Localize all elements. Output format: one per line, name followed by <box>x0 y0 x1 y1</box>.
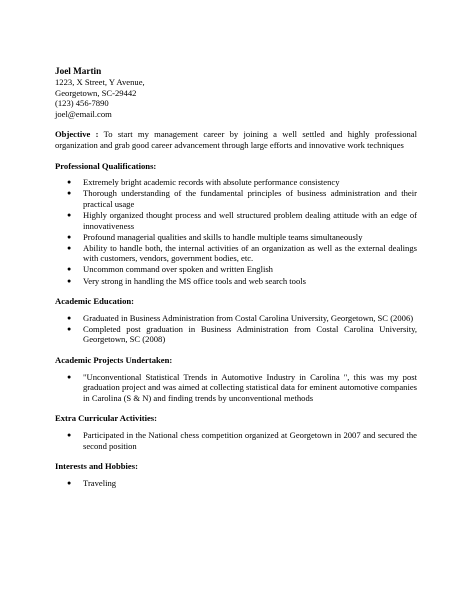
qualifications-section <box>55 161 417 287</box>
list-item: ● Thorough understanding of the fundamental principles of business administration and their practical usage <box>67 188 417 209</box>
list-item: ● Participated in the National chess competition organized at Georgetown in 2007 and secured the second position <box>67 429 417 451</box>
list-item: ● Traveling <box>67 477 117 488</box>
address-line-1: 1223, X Street, Y Avenue, <box>55 77 145 87</box>
phone-number: (123) 456-7890 <box>55 98 109 109</box>
bullet-icon: ● <box>67 178 72 187</box>
contact-block <box>55 66 417 119</box>
section-heading: Extra Curricular Activities: <box>55 413 157 424</box>
candidate-name: Joel Martin <box>55 66 102 76</box>
section-heading: Academic Education: <box>55 296 135 307</box>
list-item: ● "Unconventional Statistical Trends in Automotive Industry in Carolina ", this was my post graduation project and was aimed at collecting statistical data for eminent automotive companies in Carolina (S & N) and finding trends by unconventional methods <box>67 371 417 403</box>
bullet-icon: ● <box>67 372 72 381</box>
bullet-icon: ● <box>67 243 72 252</box>
education-list <box>55 313 417 345</box>
list-item: ● Extremely bright academic records with absolute performance consistency <box>67 177 340 188</box>
list-item: ● Graduated in Business Administration from Costal Carolina University, Georgetown, SC (2006) <box>67 312 414 323</box>
address-line-2: Georgetown, SC-29442 <box>55 87 137 98</box>
bullet-icon: ● <box>67 232 72 241</box>
section-heading: Interests and Hobbies: <box>55 461 138 472</box>
objective-paragraph <box>55 129 417 150</box>
bullet-icon: ● <box>67 189 72 198</box>
interests-section <box>55 461 417 488</box>
education-section <box>55 296 417 345</box>
projects-list <box>55 372 417 404</box>
qualifications-list <box>55 177 417 286</box>
bullet-icon: ● <box>67 265 72 274</box>
list-item: ● Highly organized thought process and well structured problem dealing attitude with an edge of innovativeness <box>67 209 417 231</box>
extracurricular-section <box>55 413 417 451</box>
section-heading: Professional Qualifications: <box>55 160 157 171</box>
bullet-icon: ● <box>67 276 72 285</box>
bullet-icon: ● <box>67 478 72 487</box>
objective-text: To start my management career by joining a well settled and highly professional organization and grab good career advancement through large efforts and innovative work techniques <box>55 129 417 150</box>
bullet-icon: ● <box>67 313 72 322</box>
list-item: ● Ability to handle both, the internal activities of an organization as well as the external dealings with customers, vendors, government bodies, etc. <box>67 242 417 264</box>
list-item: ● Profound managerial qualities and skills to handle multiple teams simultaneously <box>67 231 363 242</box>
interests-list <box>55 478 417 489</box>
email-address: joel@email.com <box>55 108 112 119</box>
section-heading: Academic Projects Undertaken: <box>55 354 173 365</box>
list-item: ● Completed post graduation in Business Administration from Costal Carolina University, Georgetown, SC (2008) <box>67 323 417 345</box>
list-item: ● Uncommon command over spoken and written English <box>67 264 273 275</box>
bullet-icon: ● <box>67 324 72 333</box>
bullet-icon: ● <box>67 430 72 439</box>
objective-label: Objective : <box>55 129 99 140</box>
extracurricular-list <box>55 430 417 451</box>
list-item: ● Very strong in handling the MS office tools and web search tools <box>67 275 307 286</box>
projects-section <box>55 355 417 403</box>
bullet-icon: ● <box>67 210 72 219</box>
resume-document <box>55 66 417 489</box>
